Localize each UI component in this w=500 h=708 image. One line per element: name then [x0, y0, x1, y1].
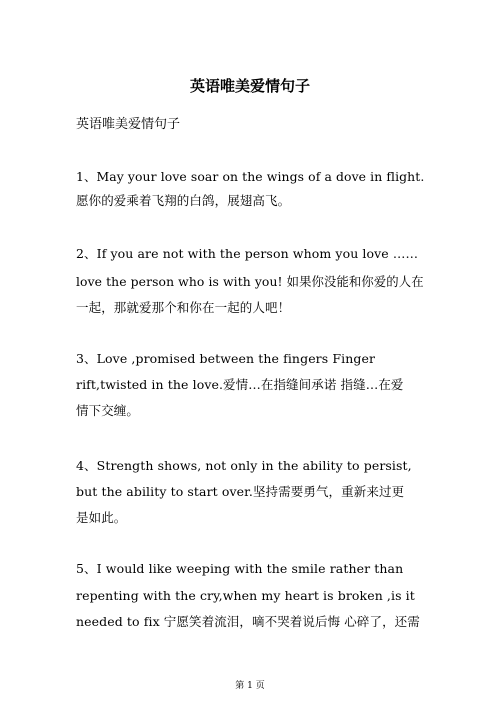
- item-4-line-3: 是如此。: [76, 510, 127, 525]
- item-5-line-1: 5、I would like weeping with the smile rather than: [76, 561, 404, 576]
- item-4-line-2: but the ability to start over.坚持需要勇气，重新来过更: [76, 484, 405, 499]
- document-subtitle: 英语唯美爱情句子: [76, 117, 181, 132]
- item-3-line-2: rift,twisted in the love.爱情…在指缝间承诺 指缝…在爱: [76, 377, 404, 392]
- item-3-line-3: 情下交缠。: [76, 403, 140, 418]
- document-title: 英语唯美爱情句子: [189, 77, 310, 95]
- item-2-line-3: 一起，那就爱那个和你在一起的人吧！: [76, 300, 291, 315]
- item-3-line-1: 3、Love ,promised between the fingers Finger: [76, 351, 376, 366]
- page-number-footer: 第 1 页: [235, 681, 265, 691]
- item-1-line-1: 1、May your love soar on the wings of a dove in flight.: [76, 169, 425, 184]
- item-1-line-2: 愿你的爱乘着飞翔的白鸽，展翅高飞。: [76, 193, 291, 208]
- item-2-line-2: love the person who is with you! 如果你没能和你爱的人在: [76, 274, 424, 289]
- item-4-line-1: 4、Strength shows, not only in the ability to persist,: [76, 458, 412, 473]
- item-2-line-1: 2、If you are not with the person whom you love ……: [76, 246, 419, 261]
- item-5-line-3: needed to fix 宁愿笑着流泪，嘀不哭着说后悔 心碎了，还需: [76, 614, 420, 629]
- item-5-line-2: repenting with the cry,when my heart is broken ,is it: [76, 588, 415, 603]
